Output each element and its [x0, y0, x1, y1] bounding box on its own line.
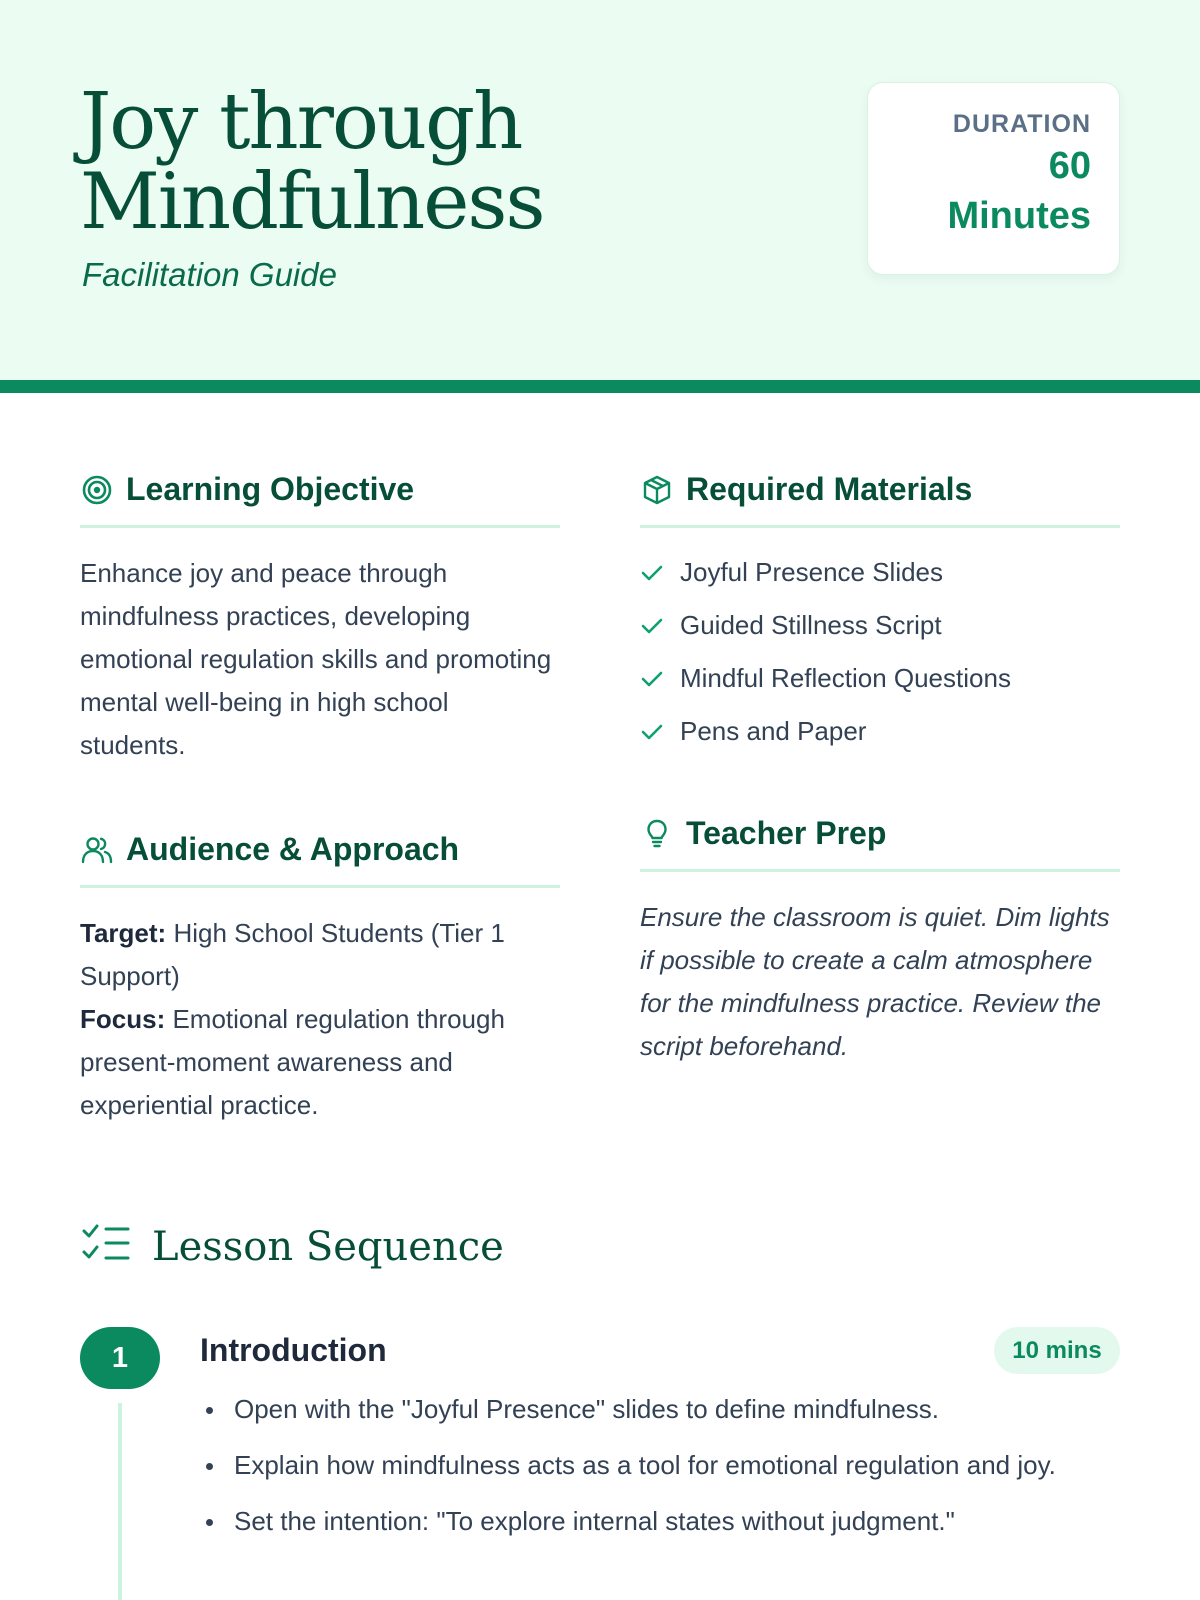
- check-icon: [640, 563, 666, 583]
- step-number-badge: 1: [80, 1327, 160, 1389]
- target-label: Target:: [80, 918, 167, 948]
- section-title: Teacher Prep: [686, 815, 887, 851]
- materials-list: [640, 546, 1120, 758]
- duration-unit: Minutes: [947, 195, 1091, 237]
- section-header: [640, 814, 1120, 872]
- focus-text: Emotional regulation through present-moment awareness and experiential practice.: [80, 1004, 505, 1120]
- section-header: [80, 830, 560, 888]
- duration-label: DURATION: [952, 110, 1091, 138]
- list-item: Open with the "Joyful Presence" slides to define mindfulness.: [204, 1388, 1104, 1431]
- prep-text: Ensure the classroom is quiet. Dim lights if possible to create a calm atmosphere for the mindfulness practice. Review the script beforehand.: [640, 902, 1110, 1061]
- list-item: Explain how mindfulness acts as a tool for emotional regulation and joy.: [204, 1444, 1104, 1487]
- section-title: Lesson Sequence: [152, 1223, 504, 1270]
- page-subtitle: Facilitation Guide: [82, 256, 337, 293]
- step-duration-badge: 10 mins: [994, 1327, 1120, 1374]
- check-icon: [640, 722, 666, 742]
- section-title: Learning Objective: [126, 471, 415, 507]
- list-item: Mindful Reflection Questions: [640, 652, 1120, 705]
- list-item: Joyful Presence Slides: [640, 546, 1120, 599]
- lesson-sequence-header: [82, 1222, 504, 1271]
- required-materials-section: [640, 470, 1120, 758]
- target-icon: [80, 473, 114, 507]
- teacher-prep-section: [640, 814, 1120, 1068]
- page-title: Joy through Mindfulness: [80, 77, 544, 247]
- list-item: Set the intention: "To explore internal states without judgment.": [204, 1500, 1104, 1543]
- duration-card: [867, 82, 1120, 275]
- audience-text: [80, 912, 560, 1127]
- checklist-icon: [82, 1222, 130, 1271]
- section-title: Audience & Approach: [126, 831, 460, 867]
- list-item: Guided Stillness Script: [640, 599, 1120, 652]
- header-divider: [0, 380, 1200, 393]
- target-text: High School Students (Tier 1 Support): [80, 918, 505, 991]
- check-icon: [640, 616, 666, 636]
- section-header: [640, 470, 1120, 528]
- focus-label: Focus:: [80, 1004, 166, 1034]
- step-bullet-list: [204, 1388, 1104, 1556]
- users-icon: [80, 833, 114, 867]
- list-item: Pens and Paper: [640, 705, 1120, 758]
- page-header: [0, 0, 1200, 380]
- step-title: Introduction: [200, 1332, 387, 1368]
- timeline-connector: [118, 1403, 122, 1600]
- box-icon: [640, 473, 674, 507]
- section-header: [80, 470, 560, 528]
- objective-text: Enhance joy and peace through mindfulness practices, developing emotional regulation skills and promoting mental well-being in high school students.: [80, 558, 552, 760]
- learning-objective-section: [80, 470, 560, 767]
- duration-value: 60: [1048, 145, 1091, 187]
- audience-section: [80, 830, 560, 1127]
- lightbulb-icon: [640, 817, 674, 851]
- section-title: Required Materials: [686, 471, 973, 507]
- check-icon: [640, 669, 666, 689]
